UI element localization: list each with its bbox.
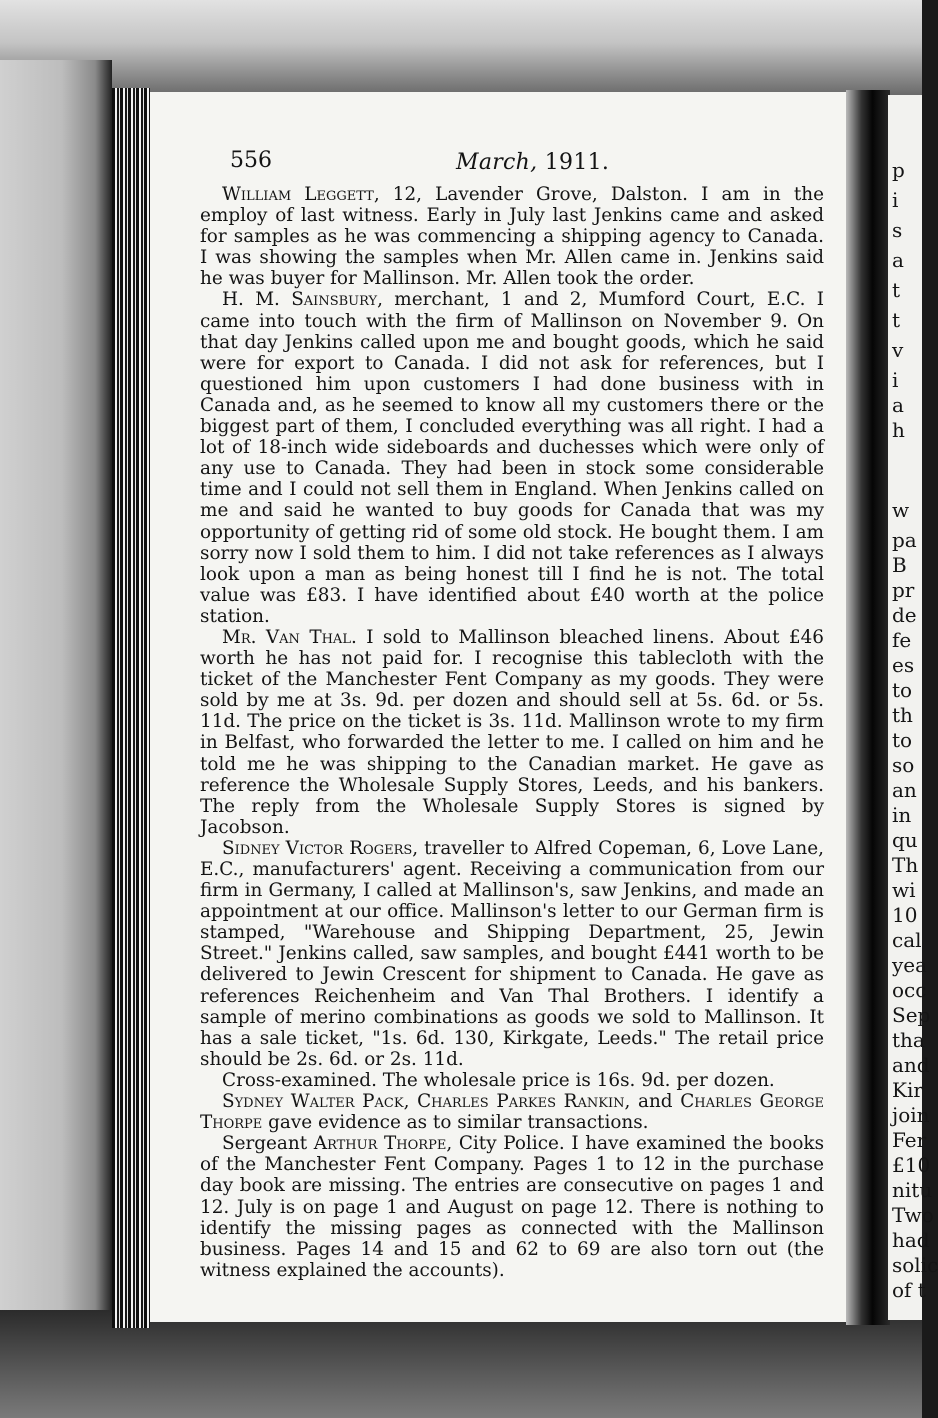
testimony-text: , merchant, 1 and 2, Mumford Court, E.C. I came into touch with the firm of Mallinson on November 9. On that day Jenkins called upon me and bought goods, which he said were for export to Canada. I did not ask for references, but I questioned him upon customers I had done business with in Canada and, as he seemed to know all my customers there or the biggest part of them, I concluded everything was all right. I had a lot of 18-inch wide sideboards and duchesses which were only of any use to Canada. They had been in stock some considerable time and I could not sell them in England. When Jenkins called on me and said he wanted to buy goods for Canada that was my opportunity of getting rid of some old stock. He bought them. I am sorry now I sold them to him. I did not take references as I always look upon a man as being honest till I find he is not. The total value was £83. I have identified about £40 worth at the police station. [200, 289, 824, 627]
facing-page-fragment: Fer [892, 1128, 927, 1152]
facing-page-fragment: in [892, 803, 912, 827]
facing-page-fragment: 10 [892, 903, 918, 927]
running-title-year: 1911. [537, 150, 610, 175]
facing-page-fragment: solic [892, 1253, 938, 1277]
facing-page-fragment: nitu [892, 1178, 933, 1202]
facing-page-fragment: B [892, 553, 907, 577]
facing-page-fragment: es [892, 653, 915, 677]
facing-page-fragment: pr [892, 578, 915, 602]
facing-page-fragment: join [892, 1103, 930, 1127]
witness-name: Arthur Thorpe [313, 1133, 447, 1155]
paragraph-sainsbury [200, 289, 824, 627]
witness-name: William Leggett [222, 184, 374, 205]
facing-page-fragment: v [892, 338, 904, 362]
facing-page-fragment: t [892, 308, 901, 332]
facing-page-fragment: w [892, 498, 910, 522]
testimony-text: gave evidence as to similar transactions. [262, 1112, 649, 1134]
paragraph-rogers [200, 838, 824, 1070]
testimony-text: . I sold to Mallinson bleached linens. About £46 worth he has not paid for. I recognise this tablecloth with the ticket of the Manchester Fent Company as my goods. They were sold by me at 3s. 9d. per dozen and should sell at 5s. 6d. or 5s. 11d. The price on the ticket is 3s. 11d. Mallinson wrote to my firm in Belfast, who forwarded the letter to me. I called on him and he told me he was shipping to the Canadian market. He gave as reference the Wholesale Supply Stores, Leeds, and his bankers. The reply from the Wholesale Supply Stores is signed by Jacobson. [200, 626, 824, 838]
running-title [456, 150, 609, 175]
scan-top-margin [0, 0, 922, 95]
facing-page-fragment: t [892, 278, 901, 302]
facing-page-fragment: Two [892, 1203, 934, 1227]
witness-name-second: Charles George Thorpe [200, 1091, 824, 1134]
facing-page-fragment: s [892, 218, 903, 242]
facing-page-fragment: tha [892, 1028, 925, 1052]
rank-prefix: Sergeant [222, 1133, 314, 1155]
facing-page-fragment: h [892, 418, 905, 442]
witness-name: Sidney Victor Rogers [222, 837, 413, 859]
facing-page-fragment: and [892, 1053, 930, 1077]
witness-name: H. M. Sainsbury [222, 289, 378, 311]
paragraph-pack-rankin-thorpe [200, 1091, 824, 1133]
book-spine-edge [112, 88, 150, 1328]
paragraph-sergeant-thorpe [200, 1133, 824, 1281]
facing-page-fragment: occ [892, 978, 927, 1002]
testimony-text: , 12, Lavender Grove, Dalston. I am in the employ of last witness. Early in July last Jenkins came and asked for samples as he was commencing a shipping agency to Canada. I was showing the samples when Mr. Allen came in. Jenkins said he was buyer for Mallinson. Mr. Allen took the order. [200, 184, 825, 290]
facing-page-fragment: an [892, 778, 917, 802]
connector-text: and [630, 1091, 681, 1113]
running-title-month: March, [456, 150, 538, 175]
scan-left-margin [0, 60, 112, 1418]
facing-page [888, 95, 938, 1320]
testimony-text: Cross-examined. The wholesale price is 16s. 9d. per dozen. [222, 1069, 775, 1091]
witness-name: Mr. Van Thal [222, 626, 351, 648]
facing-page-fragment: Kir [892, 1078, 923, 1102]
facing-page-fragment: £10 [892, 1153, 931, 1177]
witness-name: Sydney Walter Pack, Charles Parkes Rankin, [222, 1091, 631, 1113]
page-number: 556 [230, 148, 272, 173]
facing-page-fragment: a [892, 393, 904, 417]
testimony-text: , City Police. I have examined the books of the Manchester Fent Company. Pages 1 to 12 in the purchase day book are missing. The entries are consecutive on pages 1 and 12. July is on page 1 and August on page 12. There is nothing to identify the missing pages as connected with the Mallinson business. Pages 14 and 15 and 62 to 69 are also torn out (the witness explained the accounts). [200, 1133, 825, 1281]
facing-page-fragment: Th [892, 853, 919, 877]
facing-page-fragment: of t [892, 1278, 926, 1302]
facing-page-fragment: qu [892, 828, 918, 852]
facing-page-fragment: de [892, 603, 917, 627]
body-text [200, 184, 824, 1281]
book-page [150, 92, 858, 1322]
facing-page-fragment: i [892, 188, 899, 212]
facing-page-fragment: Sep [892, 1003, 931, 1027]
facing-page-fragment: th [892, 703, 913, 727]
facing-page-fragment: i [892, 368, 899, 392]
facing-page-fragment: to [892, 678, 913, 702]
facing-page-fragment: to [892, 728, 913, 752]
facing-page-fragment: a [892, 248, 904, 272]
paragraph-cross-examined [200, 1070, 824, 1091]
paragraph-leggett [200, 184, 824, 289]
testimony-text: , traveller to Alfred Copeman, 6, Love Lane, E.C., manufacturers' agent. Receiving a communication from our firm in Germany, I called at Mallinson's, saw Jenkins, and made an appointment at our office. Mallinson's letter to our German firm is stamped, "Warehouse and Shipping Department, 25, Jewin Street." Jenkins called, saw samples, and bought £441 worth to be delivered to Jewin Crescent for shipment to Canada. He gave as references Reichenheim and Van Thal Brothers. I identify a sample of merino combinations as goods we sold to Mallinson. It has a sale ticket, "1s. 6d. 130, Kirkgate, Leeds." The retail price should be 2s. 6d. or 2s. 11d. [200, 837, 824, 1070]
page-gutter-shadow [846, 90, 890, 1325]
facing-page-fragment: fe [892, 628, 912, 652]
facing-page-fragment: wi [892, 878, 916, 902]
facing-page-fragment: p [892, 158, 905, 182]
facing-page-fragment: had [892, 1228, 930, 1252]
facing-page-fragment: cal [892, 928, 922, 952]
paragraph-van-thal [200, 627, 824, 838]
facing-page-fragment: so [892, 753, 915, 777]
facing-page-fragment: pa [892, 528, 917, 552]
facing-page-fragment: yea [892, 953, 928, 977]
